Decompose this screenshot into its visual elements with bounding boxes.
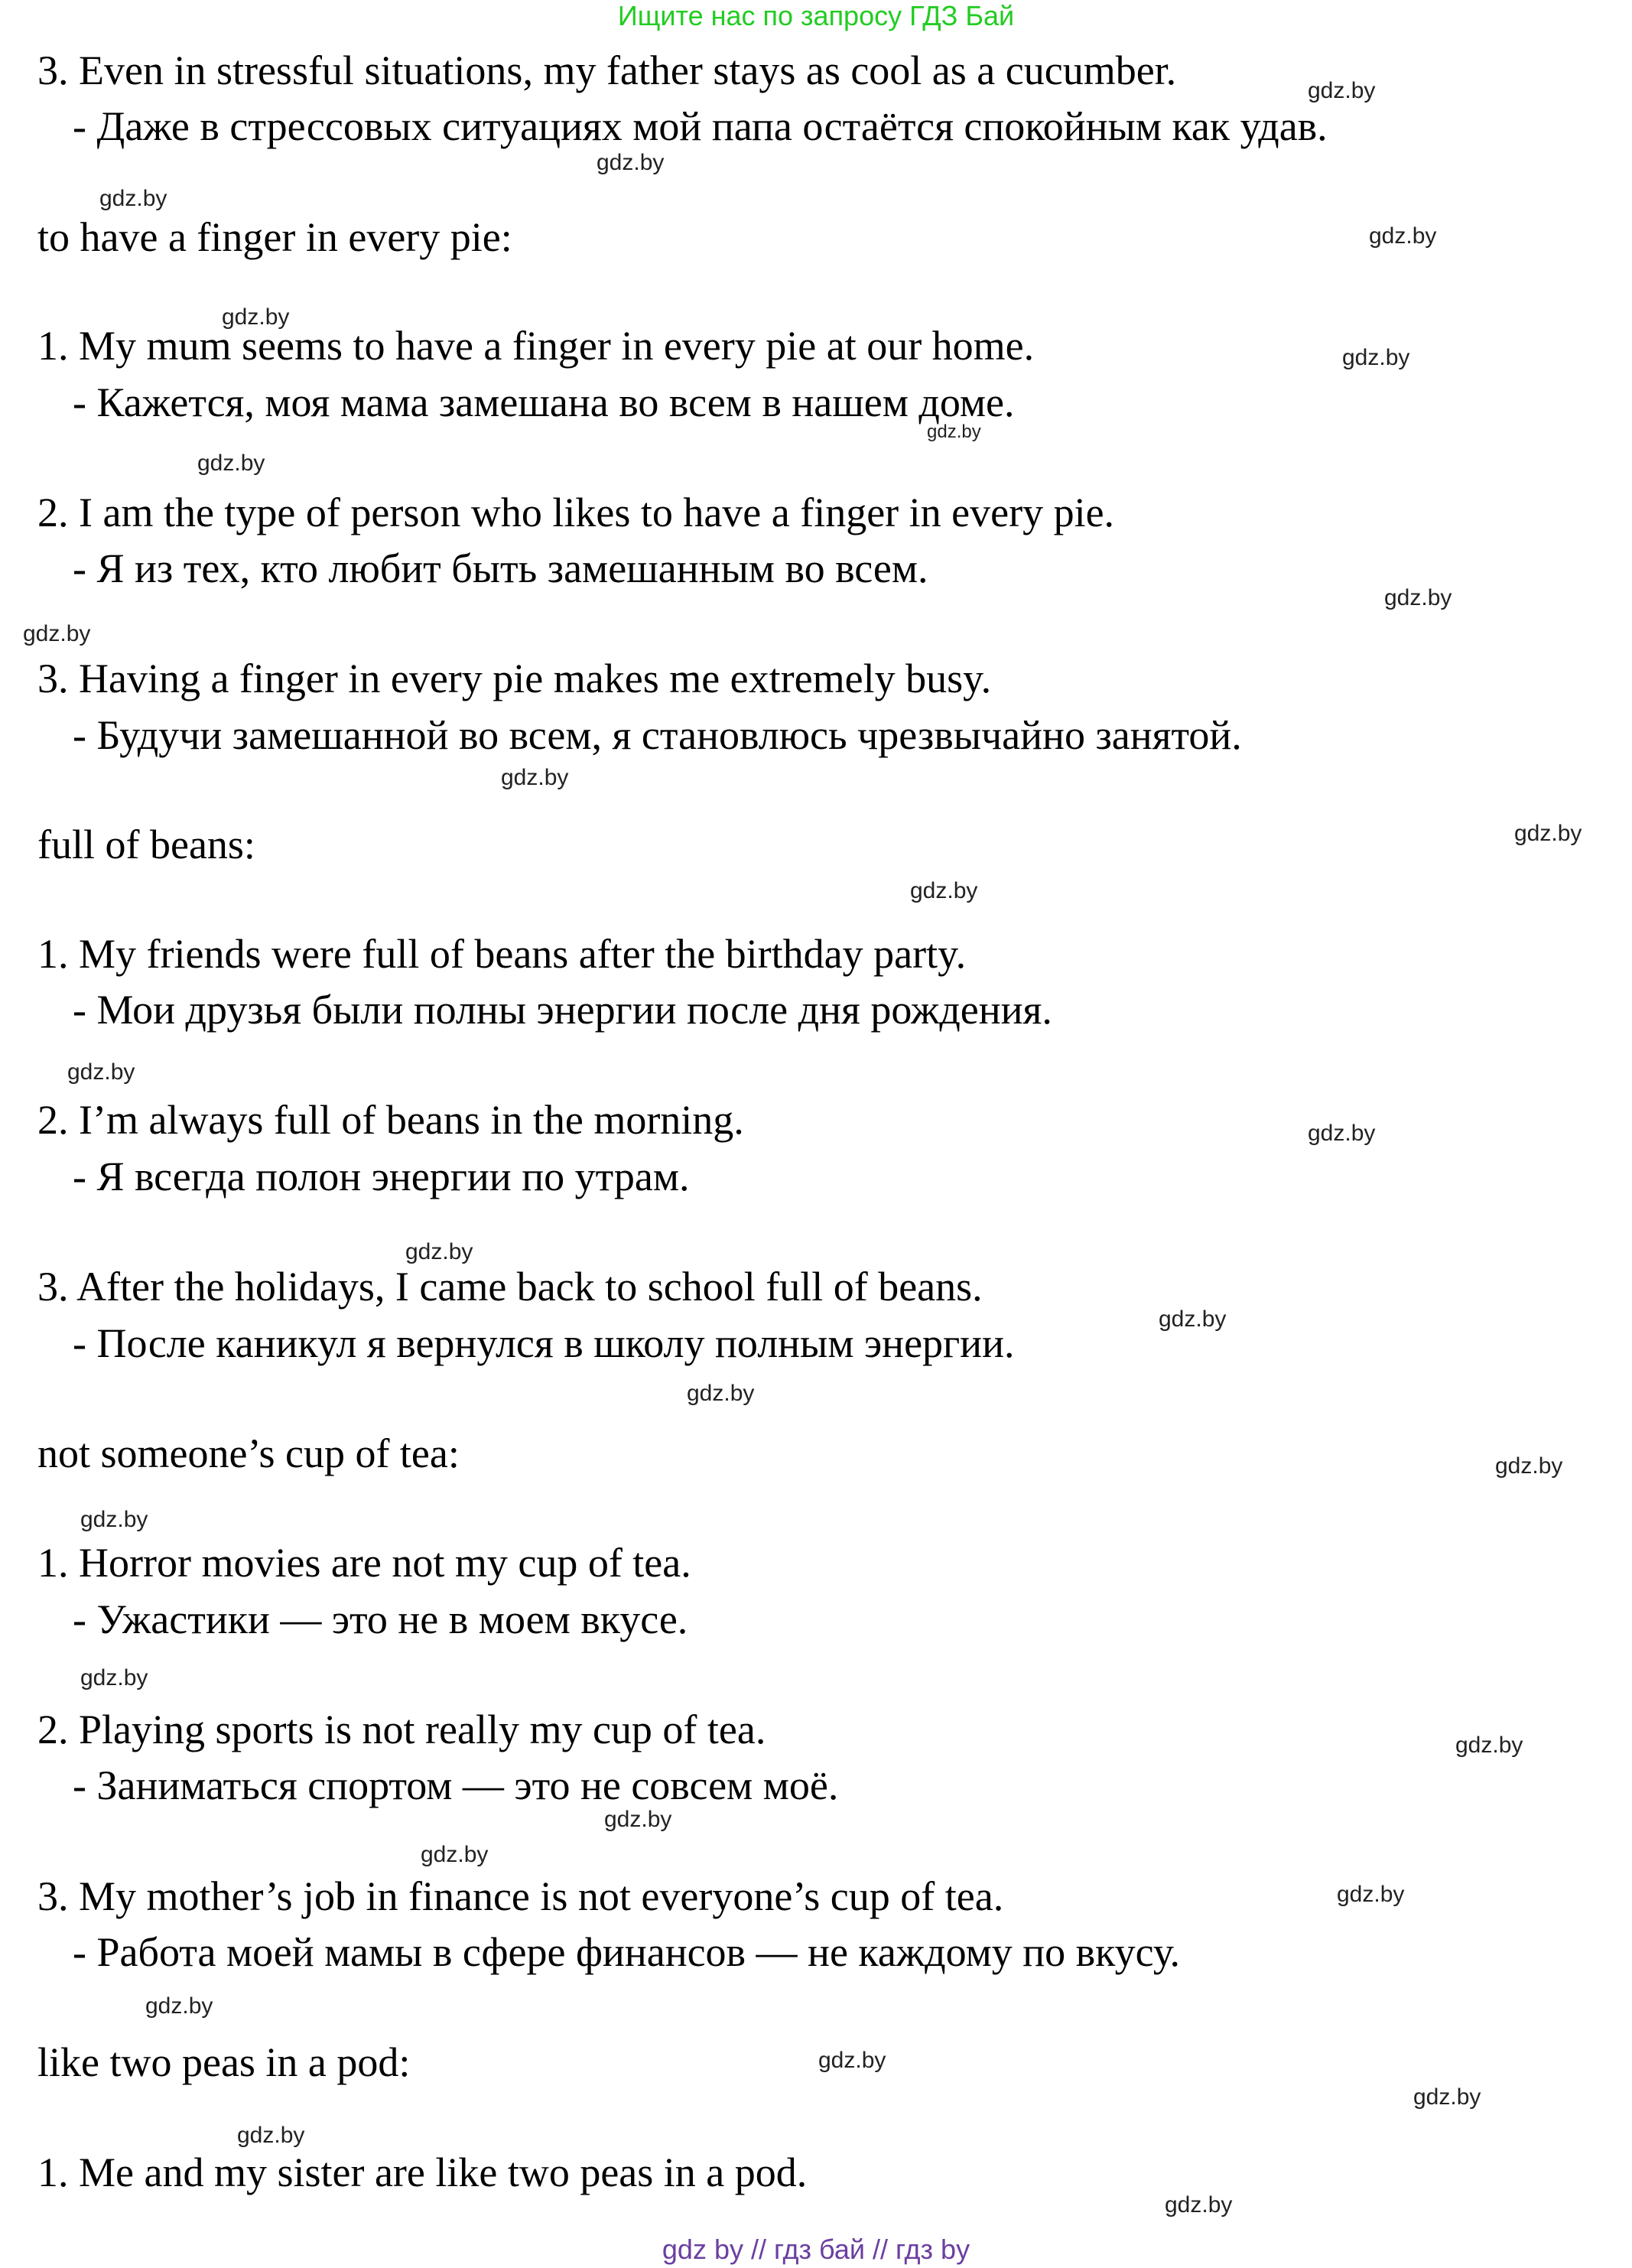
idiom-heading: full of beans: bbox=[37, 822, 255, 867]
sentence-russian: - Мои друзья были полны энергии после дня рождения. bbox=[73, 987, 1052, 1033]
idiom-heading: not someone’s cup of tea: bbox=[37, 1430, 460, 1476]
watermark: gdz.by bbox=[1413, 2084, 1481, 2110]
watermark: gdz.by bbox=[818, 2048, 886, 2073]
sentence-russian: - Будучи замешанной во всем, я становлюсь чрезвычайно занятой. bbox=[73, 712, 1242, 758]
watermark: gdz.by bbox=[1159, 1306, 1227, 1332]
top-banner[interactable]: Ищите нас по запросу ГДЗ Бай bbox=[617, 0, 1015, 31]
watermark: gdz.by bbox=[67, 1059, 135, 1085]
sentence-english: 1. My friends were full of beans after the birthday party. bbox=[37, 931, 967, 977]
sentence-english: 3. After the holidays, I came back to school full of beans. bbox=[37, 1264, 983, 1310]
sentence-russian: - Ужастики — это не в моем вкусе. bbox=[73, 1596, 688, 1642]
watermark: gdz.by bbox=[405, 1239, 473, 1264]
sentence-english: 2. I am the type of person who likes to have a finger in every pie. bbox=[37, 490, 1115, 535]
watermark: gdz.by bbox=[1342, 345, 1410, 370]
footer-link-gdz-bai[interactable]: гдз бай bbox=[774, 2234, 865, 2265]
watermark: gdz.by bbox=[1514, 821, 1582, 846]
sentence-english: 1. Me and my sister are like two peas in a pod. bbox=[37, 2149, 808, 2195]
watermark: gdz.by bbox=[1369, 223, 1437, 249]
watermark: gdz.by bbox=[99, 186, 167, 211]
footer-links bbox=[0, 2234, 1632, 2266]
watermark: gdz.by bbox=[1455, 1733, 1523, 1758]
watermark: gdz.by bbox=[23, 621, 91, 646]
watermark: gdz.by bbox=[1384, 585, 1452, 610]
watermark: gdz.by bbox=[237, 2123, 305, 2148]
watermark: gdz.by bbox=[910, 878, 978, 903]
sentence-english: 2. I’m always full of beans in the morning. bbox=[37, 1097, 744, 1143]
watermark: gdz.by bbox=[145, 1993, 213, 2019]
watermark: gdz.by bbox=[421, 1842, 489, 1867]
sentence-russian: - Я из тех, кто любит быть замешанным во всем. bbox=[73, 545, 928, 591]
watermark: gdz.by bbox=[222, 304, 290, 330]
watermark: gdz.by bbox=[1495, 1453, 1563, 1479]
idiom-heading: like two peas in a pod: bbox=[37, 2039, 411, 2085]
sentence-russian: - Работа моей мамы в сфере финансов — не каждому по вкусу. bbox=[73, 1929, 1180, 1975]
sentence-english: 1. My mum seems to have a finger in every pie at our home. bbox=[37, 323, 1035, 369]
watermark: gdz.by bbox=[80, 1665, 148, 1690]
sentence-english: 3. My mother’s job in finance is not everyone’s cup of tea. bbox=[37, 1873, 1004, 1919]
watermark: gdz.by bbox=[597, 150, 665, 175]
watermark: gdz.by bbox=[927, 421, 981, 442]
footer-link-gdz-by-cyr[interactable]: гдз by bbox=[896, 2234, 970, 2265]
watermark: gdz.by bbox=[687, 1381, 755, 1406]
sentence-russian: - Кажется, моя мама замешана во всем в нашем доме. bbox=[73, 379, 1015, 425]
watermark: gdz.by bbox=[197, 451, 265, 476]
watermark: gdz.by bbox=[1165, 2192, 1233, 2218]
watermark: gdz.by bbox=[1308, 1121, 1376, 1146]
watermark: gdz.by bbox=[604, 1807, 672, 1832]
sentence-english: 1. Horror movies are not my cup of tea. bbox=[37, 1540, 691, 1586]
footer-link-gdz-by[interactable]: gdz by bbox=[662, 2234, 743, 2265]
sentence-russian: - Заниматься спортом — это не совсем моё. bbox=[73, 1762, 839, 1808]
idiom-heading: to have a finger in every pie: bbox=[37, 214, 512, 260]
watermark: gdz.by bbox=[80, 1507, 148, 1532]
sentence-russian: - Я всегда полон энергии по утрам. bbox=[73, 1154, 690, 1199]
watermark: gdz.by bbox=[1308, 78, 1376, 103]
sentence-english: 2. Playing sports is not really my cup of tea. bbox=[37, 1707, 766, 1752]
watermark: gdz.by bbox=[501, 765, 569, 790]
sentence-russian: - После каникул я вернулся в школу полным энергии. bbox=[73, 1320, 1015, 1366]
sentence-russian: - Даже в стрессовых ситуациях мой папа остаётся спокойным как удав. bbox=[73, 103, 1328, 149]
sentence-english: 3. Even in stressful situations, my father stays as cool as a cucumber. bbox=[37, 47, 1177, 93]
footer-separator: // bbox=[751, 2234, 767, 2265]
sentence-english: 3. Having a finger in every pie makes me extremely busy. bbox=[37, 656, 992, 701]
footer-separator: // bbox=[873, 2234, 889, 2265]
watermark: gdz.by bbox=[1337, 1882, 1405, 1907]
